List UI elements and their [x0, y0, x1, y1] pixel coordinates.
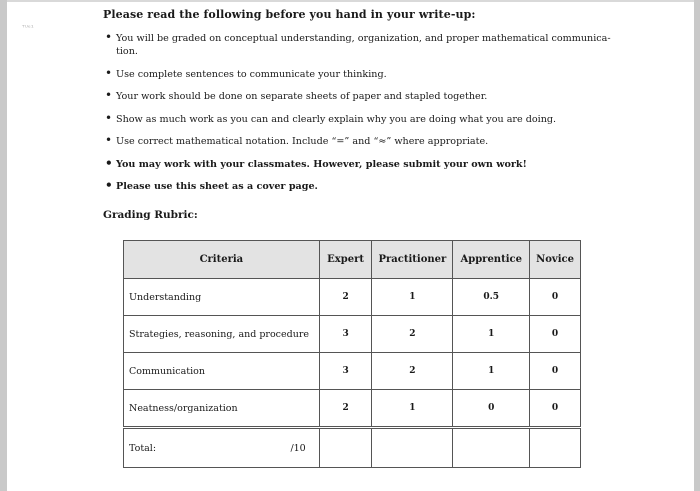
novice-cell: 0 — [530, 390, 581, 428]
expert-cell: 2 — [319, 279, 372, 316]
apprentice-cell: 0 — [453, 390, 530, 428]
list-item: • Show as much work as you can and clearly explain why you are doing what you are doing. — [103, 113, 623, 126]
column-header-expert: Expert — [319, 241, 372, 279]
right-scrollbar-strip — [694, 0, 700, 491]
criteria-cell: Understanding — [124, 279, 320, 316]
column-header-apprentice: Apprentice — [453, 241, 530, 279]
column-header-novice: Novice — [530, 241, 581, 279]
left-margin-strip — [0, 0, 7, 491]
total-cell — [124, 428, 320, 468]
practitioner-cell: 2 — [372, 353, 453, 390]
list-item: • You will be graded on conceptual understanding, organization, and proper mathematical communica-tion. — [103, 32, 623, 58]
table-row — [124, 390, 581, 428]
practitioner-cell: 1 — [372, 390, 453, 428]
table-row — [124, 279, 581, 316]
expert-cell: 3 — [319, 316, 372, 353]
page-top-edge — [0, 0, 700, 2]
total-label: Total: — [129, 442, 157, 454]
list-item: • Your work should be done on separate sheets of paper and stapled together. — [103, 90, 623, 103]
total-practitioner-cell — [372, 428, 453, 468]
table-row — [124, 353, 581, 390]
list-item: • Please use this sheet as a cover page. — [103, 180, 623, 193]
criteria-cell: Communication — [124, 353, 320, 390]
instructions-heading: Please read the following before you hand in your write-up: — [103, 8, 476, 21]
total-out-of: /10 — [290, 442, 306, 454]
grading-rubric-table — [123, 240, 581, 468]
practitioner-cell: 2 — [372, 316, 453, 353]
novice-cell: 0 — [530, 279, 581, 316]
total-novice-cell — [530, 428, 581, 468]
apprentice-cell: 1 — [453, 316, 530, 353]
novice-cell: 0 — [530, 316, 581, 353]
rubric-title: Grading Rubric: — [103, 209, 198, 221]
table-header-row — [124, 241, 581, 279]
novice-cell: 0 — [530, 353, 581, 390]
list-item: • You may work with your classmates. However, please submit your own work! — [103, 158, 623, 171]
practitioner-cell: 1 — [372, 279, 453, 316]
list-item: • Use correct mathematical notation. Include “=” and “≈” where appropriate. — [103, 135, 623, 148]
apprentice-cell: 0.5 — [453, 279, 530, 316]
column-header-criteria: Criteria — [124, 241, 320, 279]
expert-cell: 2 — [319, 390, 372, 428]
expert-cell: 3 — [319, 353, 372, 390]
total-apprentice-cell — [453, 428, 530, 468]
criteria-cell: Neatness/organization — [124, 390, 320, 428]
margin-note: ᵀᵁᵉ¹ — [22, 24, 34, 32]
criteria-cell: Strategies, reasoning, and procedure — [124, 316, 320, 353]
total-expert-cell — [319, 428, 372, 468]
table-row — [124, 316, 581, 353]
column-header-practitioner: Practitioner — [372, 241, 453, 279]
list-item: • Use complete sentences to communicate your thinking. — [103, 68, 623, 81]
instructions-list — [103, 32, 623, 203]
total-row — [124, 428, 581, 468]
apprentice-cell: 1 — [453, 353, 530, 390]
